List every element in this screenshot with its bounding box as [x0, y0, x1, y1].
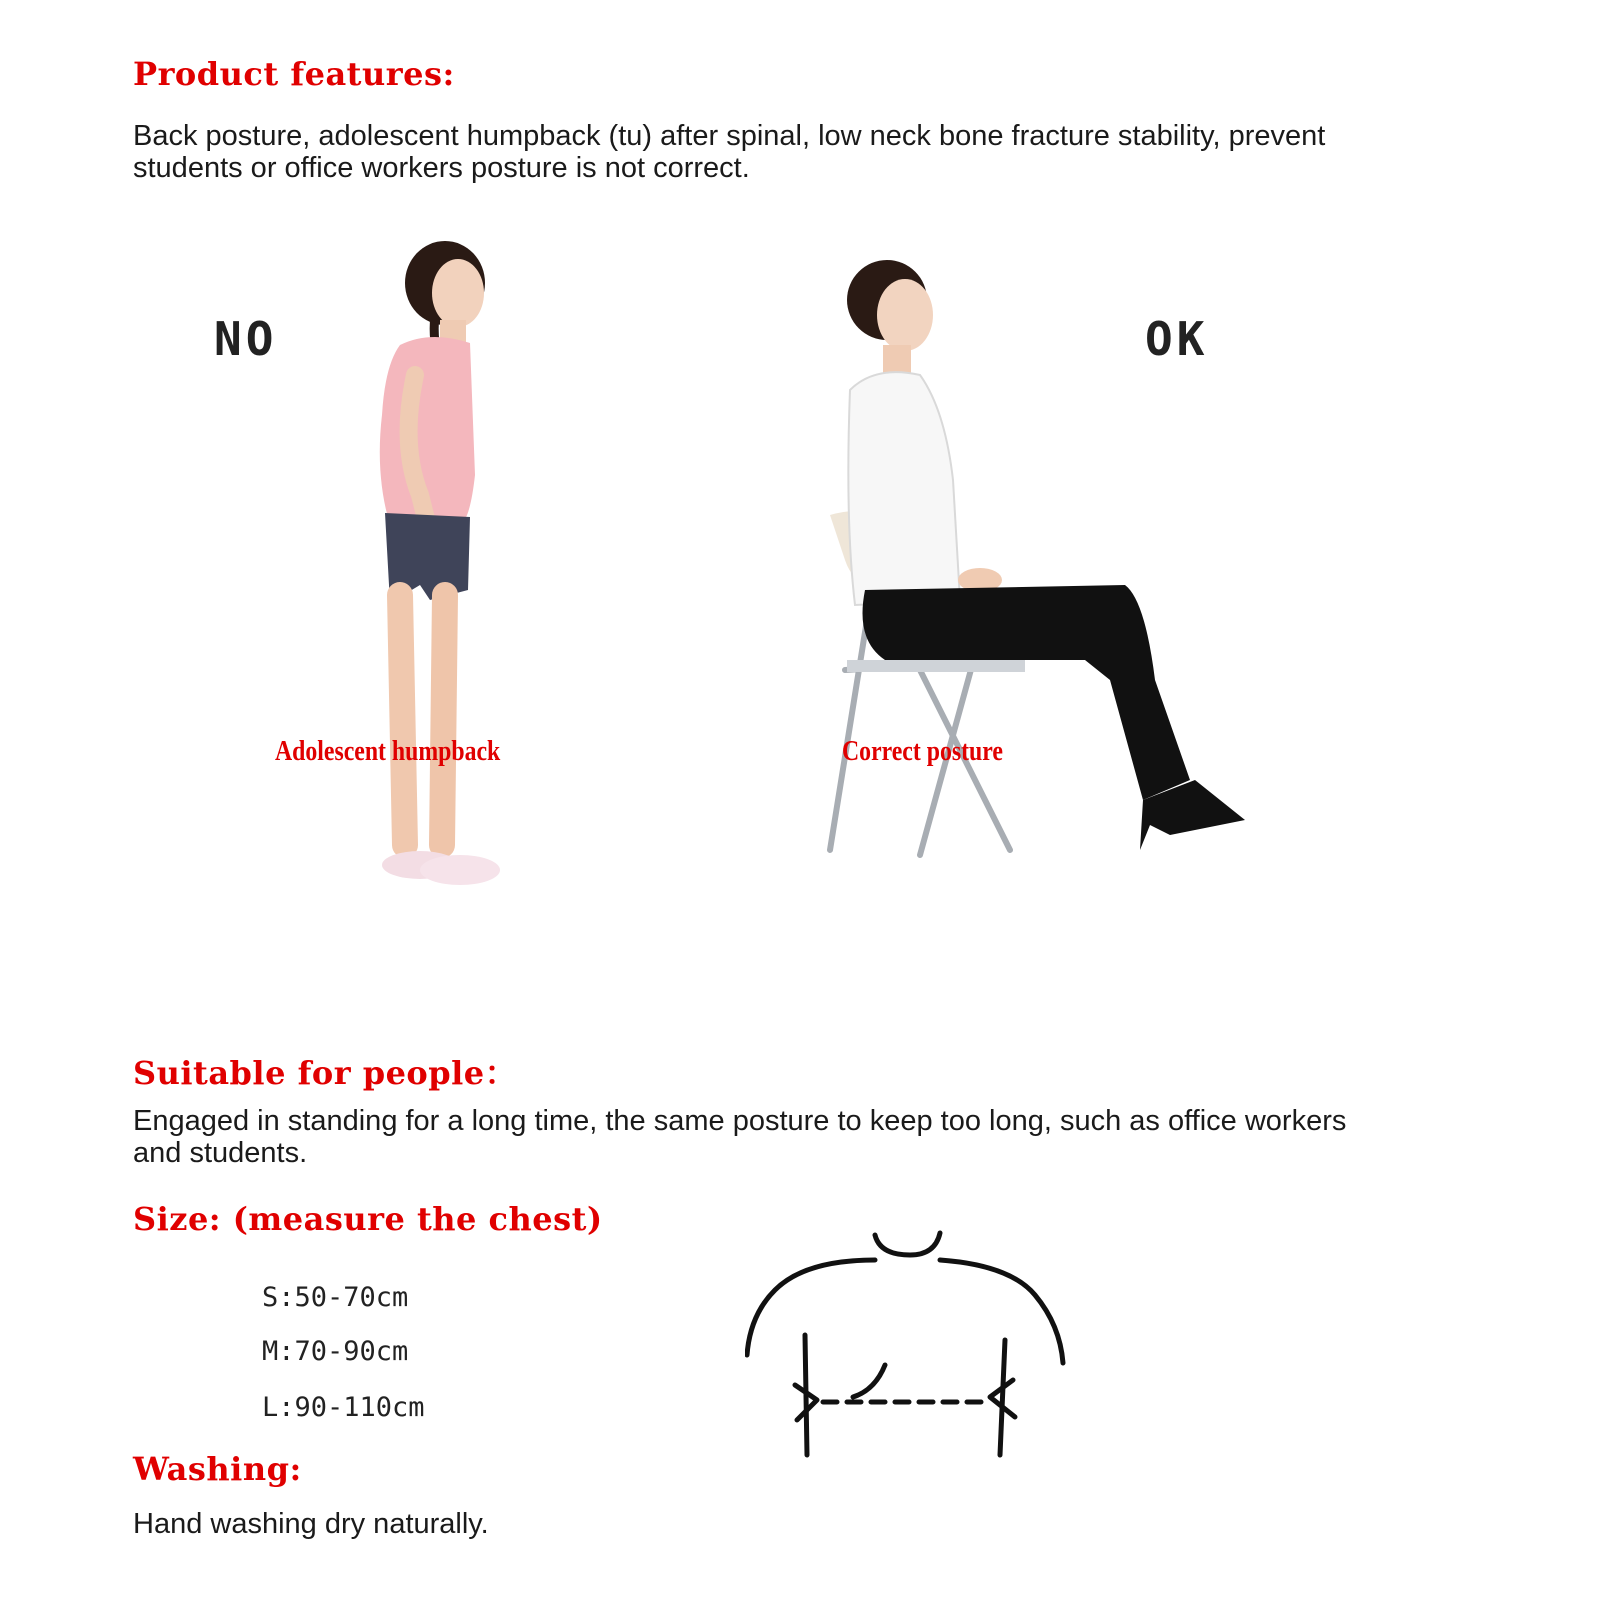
adolescent-humpback-caption: Adolescent humpback — [275, 735, 501, 767]
no-label: NO — [214, 312, 278, 366]
washing-heading: Washing: — [133, 1450, 302, 1488]
size-row-s: S:50-70cm — [262, 1282, 409, 1313]
standing-girl-image — [360, 235, 530, 915]
suitable-heading: Suitable for people： — [133, 1054, 518, 1092]
suitable-text: Engaged in standing for a long time, the same posture to keep too long, such as office workers and students. — [133, 1105, 1347, 1169]
size-row-l: L:90-110cm — [262, 1392, 425, 1423]
product-features-heading: Product features: — [133, 55, 455, 93]
chest-measurement-diagram — [745, 1225, 1085, 1460]
size-heading: Size: (measure the chest) — [133, 1200, 603, 1238]
product-features-text: Back posture, adolescent humpback (tu) after spinal, low neck bone fracture stability, prevent students or office workers posture is not correct. — [133, 120, 1326, 184]
correct-posture-caption: Correct posture — [842, 735, 1003, 767]
washing-text: Hand washing dry naturally. — [133, 1508, 489, 1540]
size-row-m: M:70-90cm — [262, 1336, 409, 1367]
ok-label: OK — [1145, 312, 1209, 366]
seated-woman-image — [825, 260, 1265, 870]
